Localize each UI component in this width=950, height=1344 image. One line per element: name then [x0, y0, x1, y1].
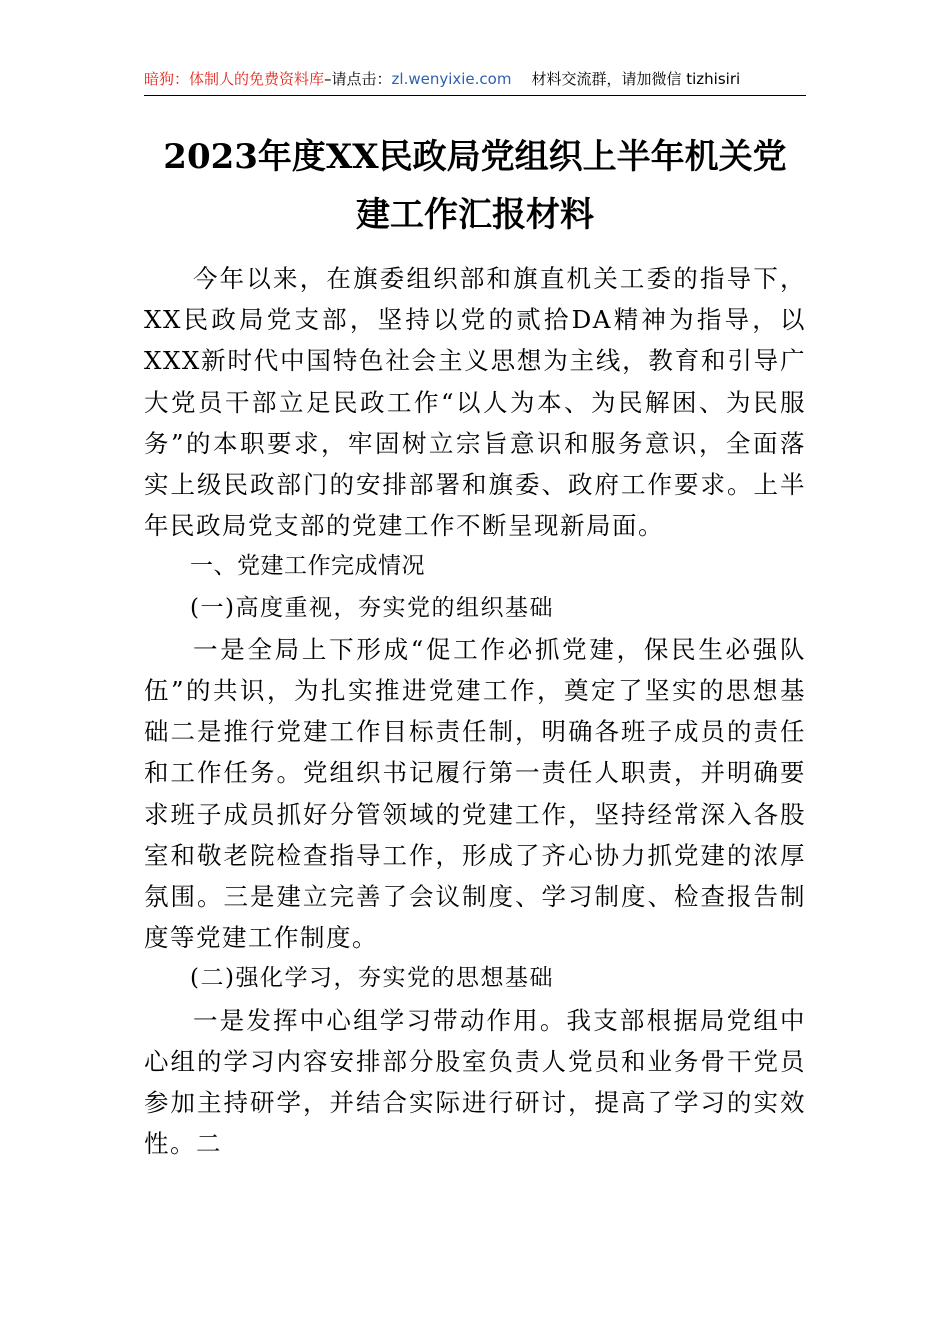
header-contact: 材料交流群，请加微信 tizhisiri: [531, 70, 741, 88]
body-paragraph-2: 一是发挥中心组学习带动作用。我支部根据局党组中心组的学习内容安排部分股室负责人党员和业务骨干党员参加主持研学，并结合实际进行研讨，提高了学习的实效性。二: [144, 1005, 806, 1159]
section-heading-1: 一、党建工作完成情况: [190, 553, 425, 580]
document-title: [144, 128, 806, 244]
header-prefix: 暗狗：体制人的免费资料库: [144, 70, 325, 88]
header-url-link[interactable]: zl.wenyixie.com: [391, 70, 512, 88]
title-line-1: 2023年度XX民政局党组织上半年机关党: [163, 137, 787, 177]
body-paragraph-1: 一是全局上下形成“促工作必抓党建，保民生必强队伍”的共识，为扎实推进党建工作，奠定了坚实的思想基础二是推行党建工作目标责任制，明确各班子成员的责任和工作任务。党组织书记履行第一责任人职责，并明确要求班子成员抓好分管领域的党建工作，坚持经常深入各股室和敬老院检查指导工作，形成了齐心协力抓党建的浓厚氛围。三是建立完善了会议制度、学习制度、检查报告制度等党建工作制度。: [144, 634, 806, 953]
subsection-heading-2: (二)强化学习，夯实党的思想基础: [190, 965, 554, 992]
document-body: [144, 258, 806, 1164]
header-click-label: –请点击：: [324, 70, 392, 88]
intro-paragraph: 今年以来，在旗委组织部和旗直机关工委的指导下，XX民政局党支部，坚持以党的贰拾DA精神为指导，以XXX新时代中国特色社会主义思想为主线，教育和引导广大党员干部立足民政工作“以人为本、为民解困、为民服务”的本职要求，牢固树立宗旨意识和服务意识，全面落实上级民政部门的安排部署和旗委、政府工作要求。上半年民政局党支部的党建工作不断呈现新局面。: [144, 264, 806, 541]
subsection-heading-1: (一)高度重视，夯实党的组织基础: [190, 594, 554, 621]
title-line-2: 建工作汇报材料: [356, 195, 594, 235]
page-header: [144, 66, 806, 96]
